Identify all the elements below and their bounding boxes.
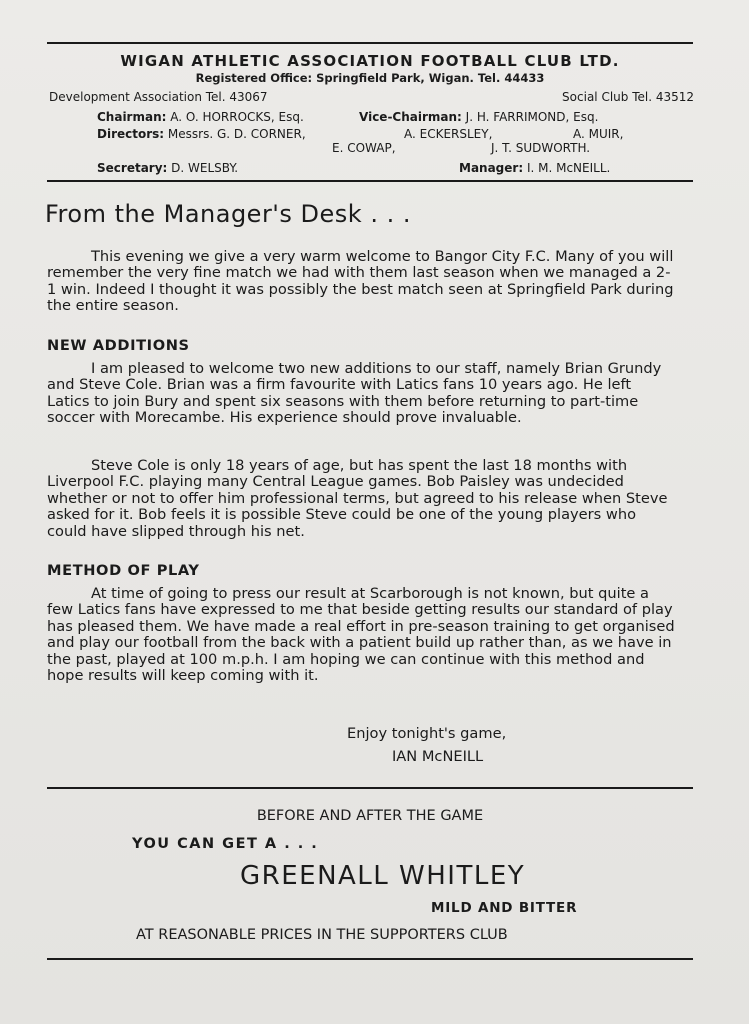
manager-name: I. M. McNEILL. (526, 161, 611, 175)
top-rule (47, 42, 693, 44)
advert-brand: GREENALL WHITLEY (240, 861, 526, 891)
vice-chairman-name: J. H. FARRIMOND, Esq. (465, 110, 599, 124)
advert-line-2: YOU CAN GET A . . . (132, 836, 319, 852)
social-club-tel: Social Club Tel. 43512 (562, 90, 694, 104)
intro-paragraph: This evening we give a very warm welcome to Bangor City F.C. Many of you will remember the very fine match we had with them last season when we managed a 2-1 win. Indeed I thought it was possibly the best match seen at Springfield Park during the entire season. (47, 248, 674, 315)
vice-chairman-label: Vice-Chairman: (359, 110, 462, 124)
chairman-name: A. O. HORROCKS, Esq. (170, 110, 304, 124)
secretary-line (97, 161, 238, 175)
manager-label: Manager: (459, 161, 524, 175)
club-name: WIGAN ATHLETIC ASSOCIATION FOOTBALL CLUB LTD. (120, 52, 620, 70)
directors-names-2: A. ECKERSLEY, (404, 127, 493, 141)
advert-line-1: BEFORE AND AFTER THE GAME (256, 808, 484, 824)
chairman-label: Chairman: (97, 110, 167, 124)
new-additions-block (47, 361, 677, 427)
directors-names-5: J. T. SUDWORTH. (491, 141, 591, 155)
development-association-tel: Development Association Tel. 43067 (49, 90, 268, 104)
secretary-name: D. WELSBY. (171, 161, 239, 175)
advert-line-3: AT REASONABLE PRICES IN THE SUPPORTERS CLUB (136, 927, 508, 943)
advert-bottom-rule (47, 958, 693, 960)
vice-chairman-line (359, 110, 598, 124)
section-heading-method-of-play: METHOD OF PLAY (47, 562, 200, 579)
closing-line: Enjoy tonight's game, (347, 725, 507, 742)
secretary-label: Secretary: (97, 161, 168, 175)
new-additions-paragraph-1: I am pleased to welcome two new additions to our staff, namely Brian Grundy and Steve Cole. Brian was a firm favourite with Latics fans 10 years ago. He left Latics to join Bury and spent six seasons with them before returning to part-time soccer with Morecambe. His experience should prove invaluable. (47, 360, 662, 427)
advert-product: MILD AND BITTER (431, 900, 578, 916)
directors-names-4: E. COWAP, (332, 141, 396, 155)
new-additions-paragraph-2: Steve Cole is only 18 years of age, but has spent the last 18 months with Liverpool F.C. playing many Central League games. Bob Paisley was undecided whether or not to offer him professional terms, but agreed to his release when Steve asked for it. Bob feels it is possible Steve could be one of the young players who could have slipped through his net. (47, 457, 668, 540)
manager-line (459, 161, 610, 175)
method-of-play-block (47, 586, 677, 684)
directors-names-3: A. MUIR, (573, 127, 624, 141)
chairman-line (97, 110, 304, 124)
directors-line (97, 127, 306, 141)
signature: IAN McNEILL (392, 748, 484, 765)
advert-top-rule (47, 787, 693, 789)
registered-office: Registered Office: Springfield Park, Wigan. Tel. 44433 (195, 71, 545, 85)
new-additions-block-2 (47, 458, 677, 540)
directors-label: Directors: (97, 127, 165, 141)
intro-block (47, 249, 677, 315)
section-heading-new-additions: NEW ADDITIONS (47, 337, 190, 354)
header-bottom-rule (47, 180, 693, 182)
method-of-play-paragraph: At time of going to press our result at Scarborough is not known, but quite a few Latics fans have expressed to me that beside getting results our standard of play has pleased them. We have made a real effort in pre-season training to get organised and play our football from the back with a patient build up rather than, as we have in the past, played at 100 m.p.h. I am hoping we can continue with this method and hope results will keep coming with it. (47, 585, 675, 685)
article-title: From the Manager's Desk . . . (45, 200, 411, 228)
directors-names-1: Messrs. G. D. CORNER, (167, 127, 306, 141)
